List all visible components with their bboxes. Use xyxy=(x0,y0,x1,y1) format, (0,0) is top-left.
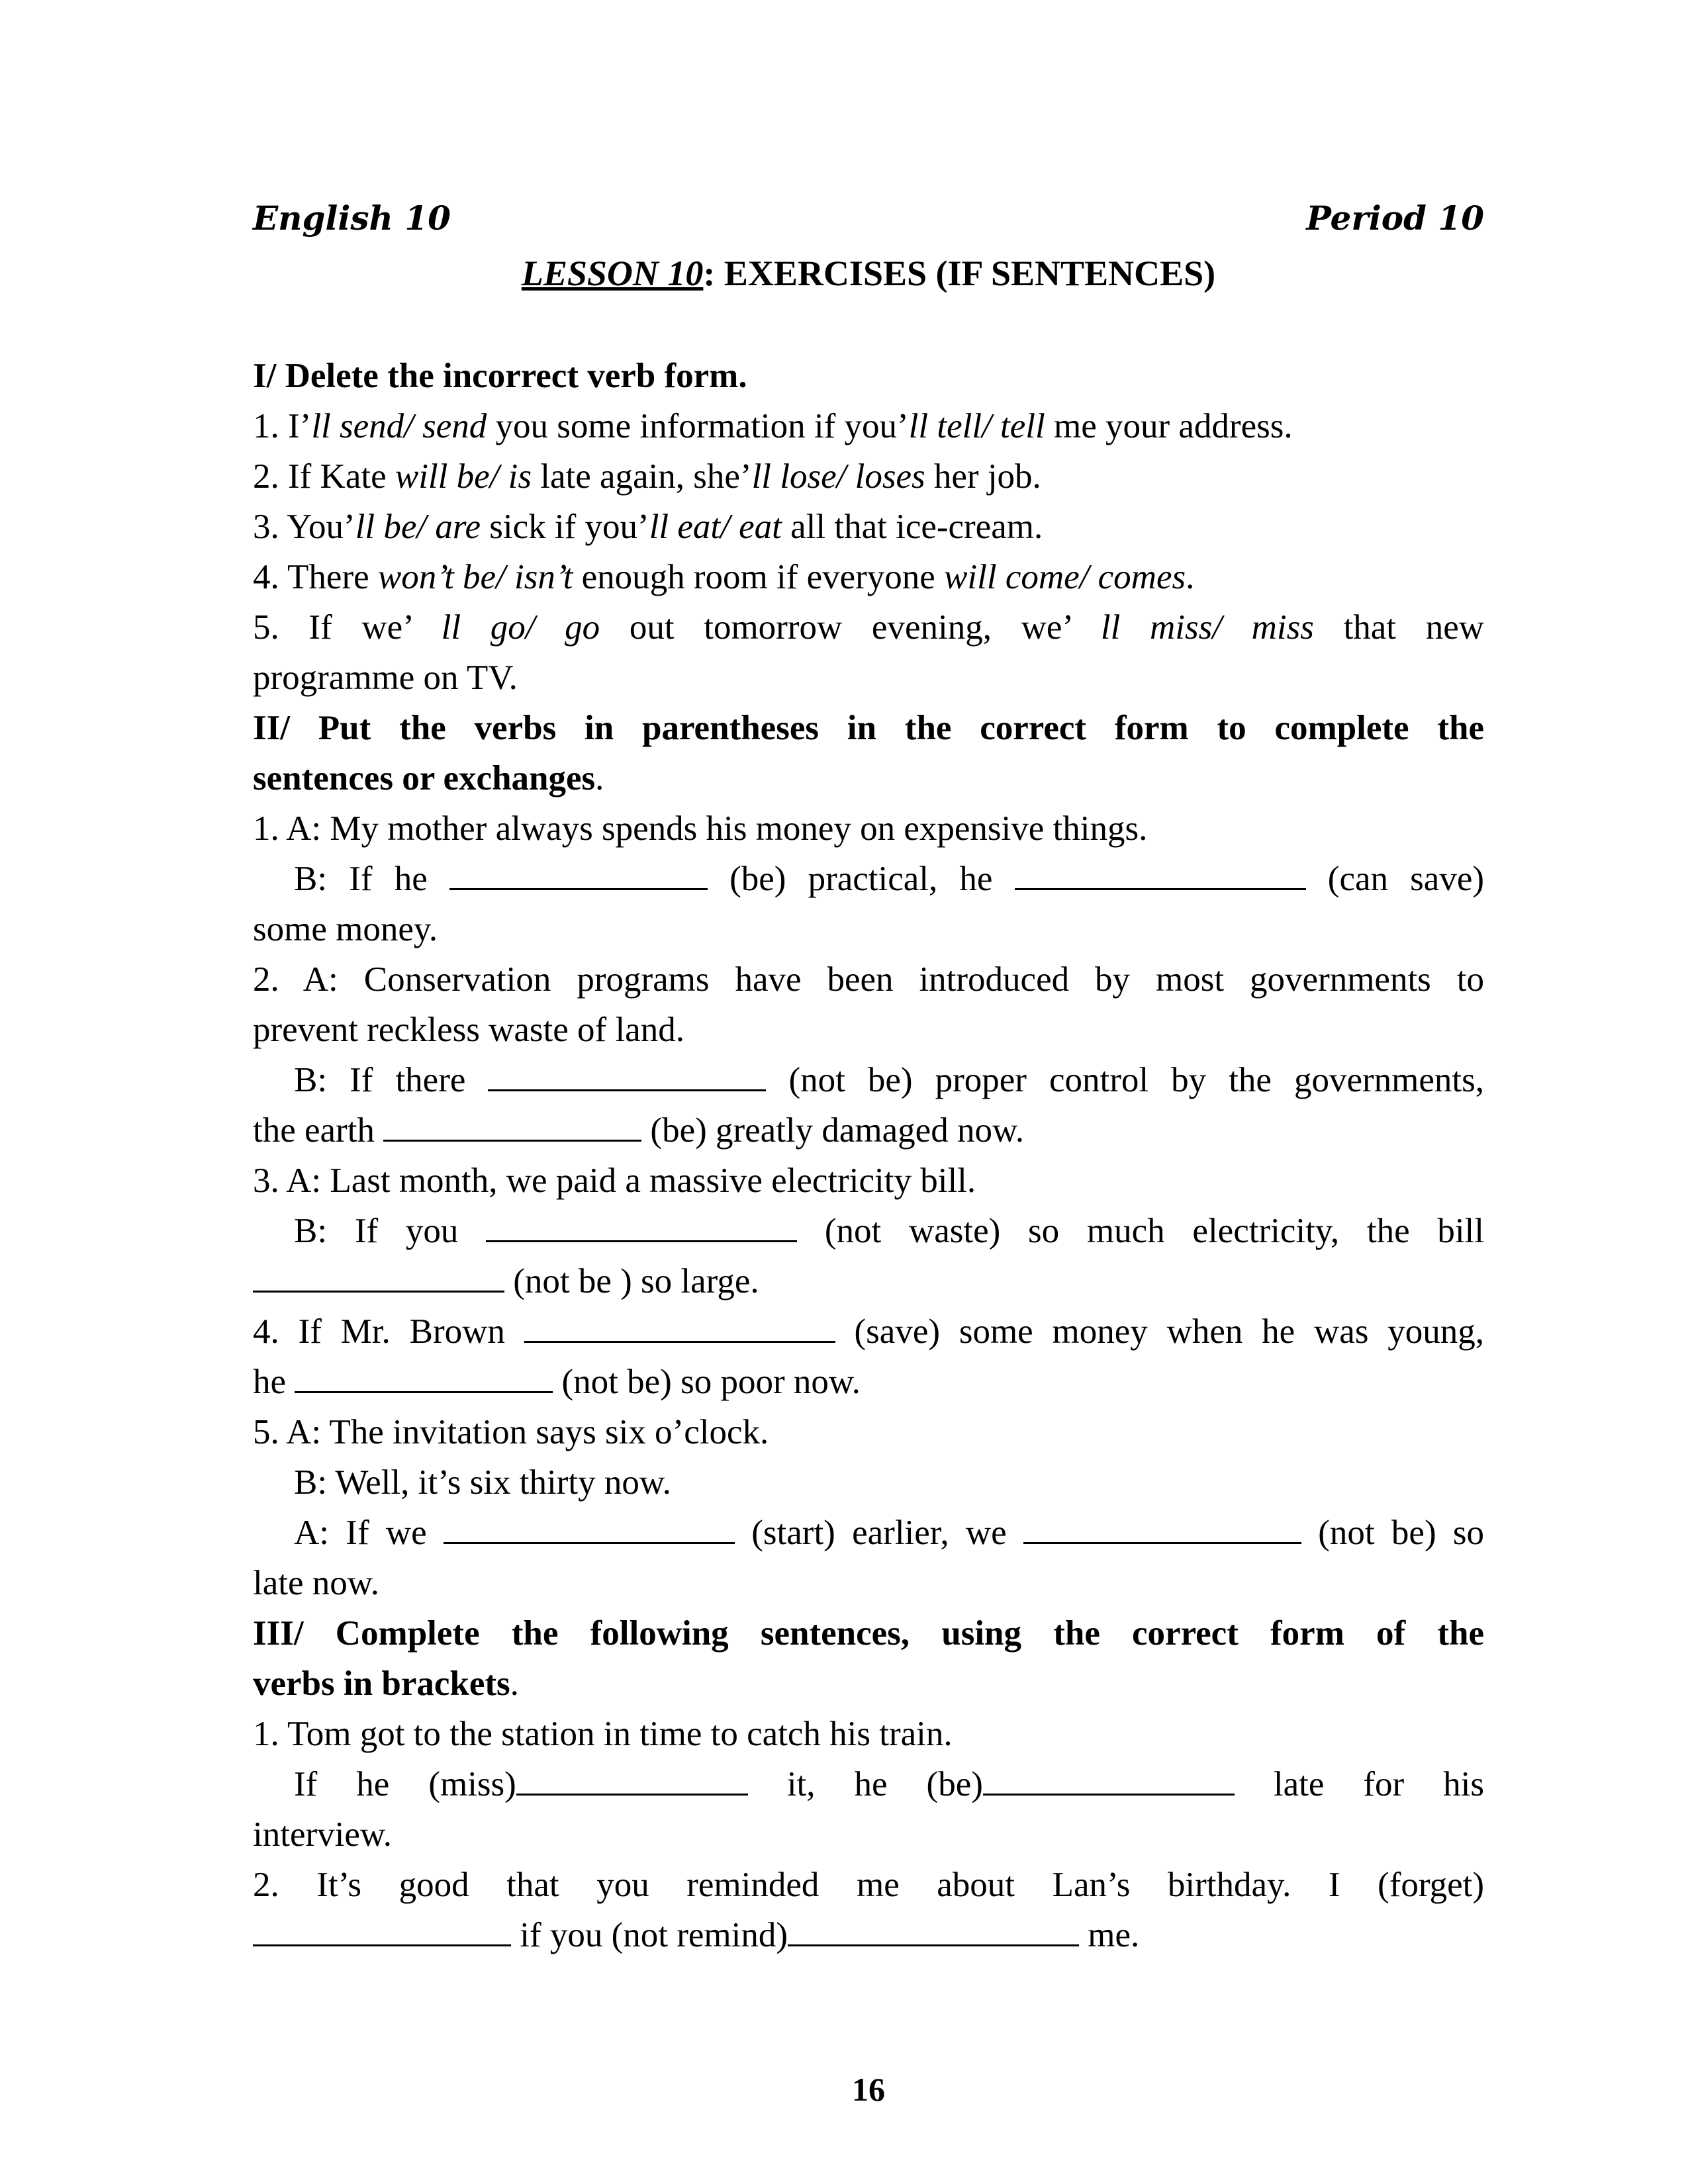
s2-q5-d: late now. xyxy=(253,1564,379,1602)
s2-q3-a: 3. A: Last month, we paid a massive electricity bill. xyxy=(253,1161,976,1200)
blank[interactable] xyxy=(253,1256,504,1293)
s2-q1-b: B: If he (be) practical, he (can save) xyxy=(253,854,1484,904)
blank[interactable] xyxy=(488,1055,766,1091)
lesson-number: LESSON 10 xyxy=(521,253,704,293)
s3-q1-a: 1. Tom got to the station in time to catch his train. xyxy=(253,1715,953,1753)
worksheet-page xyxy=(253,0,1484,2184)
section-3-heading: III/ Complete the following sentences, using the correct form of the xyxy=(253,1614,1484,1653)
s2-q4-a: 4. If Mr. Brown (save) some money when he was young, xyxy=(253,1306,1484,1357)
blank[interactable] xyxy=(449,854,708,890)
s3-q2-b: if you (not remind) me. xyxy=(253,1910,1484,1960)
lesson-subtitle: : EXERCISES (IF SENTENCES) xyxy=(703,253,1216,293)
lesson-title xyxy=(253,253,1484,294)
section-2-heading: II/ Put the verbs in parentheses in the correct form to complete the xyxy=(253,709,1484,747)
section-2-heading-cont: sentences or exchanges. xyxy=(253,759,604,797)
s1-item-5: 5. If we’ ll go/ go out tomorrow evening, we’ ll miss/ miss that new xyxy=(253,608,1485,647)
course-label: English 10 xyxy=(253,199,451,238)
section-1-heading: I/ Delete the incorrect verb form. xyxy=(253,357,747,395)
blank[interactable] xyxy=(486,1206,797,1242)
period-label: Period 10 xyxy=(1306,199,1484,238)
blank[interactable] xyxy=(524,1306,835,1343)
s2-q2-a2: prevent reckless waste of land. xyxy=(253,1011,684,1049)
s2-q3-c: (not be ) so large. xyxy=(253,1256,1484,1306)
blank[interactable] xyxy=(1023,1508,1301,1544)
blank[interactable] xyxy=(383,1105,641,1142)
s1-item-4: 4. There won’t be/ isn’t enough room if everyone will come/ comes. xyxy=(253,558,1195,596)
s2-q3-b: B: If you (not waste) so much electricity, the bill xyxy=(253,1206,1484,1256)
s2-q2-c: the earth (be) greatly damaged now. xyxy=(253,1105,1484,1156)
s2-q1-c: some money. xyxy=(253,910,438,948)
s1-item-5-cont: programme on TV. xyxy=(253,659,518,697)
s1-item-2: 2. If Kate will be/ is late again, she’ll lose/ loses her job. xyxy=(253,457,1041,496)
page-header xyxy=(253,199,1484,258)
s1-item-1: 1. I’ll send/ send you some information if you’ll tell/ tell me your address. xyxy=(253,407,1293,445)
s2-q2-b: B: If there (not be) proper control by the governments, xyxy=(253,1055,1484,1105)
blank[interactable] xyxy=(444,1508,735,1544)
s3-q1-b: If he (miss) it, he (be) late for his xyxy=(253,1759,1484,1809)
s2-q5-a: 5. A: The invitation says six o’clock. xyxy=(253,1413,769,1451)
exercise-content xyxy=(253,351,1484,1960)
blank[interactable] xyxy=(983,1759,1235,1796)
s2-q2-a: 2. A: Conservation programs have been introduced by most governments to xyxy=(253,960,1484,999)
section-3-heading-cont: verbs in brackets. xyxy=(253,1664,519,1703)
blank[interactable] xyxy=(516,1759,748,1796)
s3-q2-a: 2. It’s good that you reminded me about Lan’s birthday. I (forget) xyxy=(253,1866,1484,1904)
s2-q5-c: A: If we (start) earlier, we (not be) so xyxy=(253,1508,1484,1558)
blank[interactable] xyxy=(1015,854,1306,890)
blank[interactable] xyxy=(788,1910,1079,1946)
page-number: 16 xyxy=(852,2071,885,2108)
s1-item-3: 3. You’ll be/ are sick if you’ll eat/ eat all that ice-cream. xyxy=(253,508,1043,546)
blank[interactable] xyxy=(253,1910,511,1946)
s2-q5-b: B: Well, it’s six thirty now. xyxy=(294,1463,671,1502)
s2-q4-b: he (not be) so poor now. xyxy=(253,1357,1484,1407)
s3-q1-c: interview. xyxy=(253,1815,392,1854)
s2-q1-a: 1. A: My mother always spends his money on expensive things. xyxy=(253,809,1148,848)
blank[interactable] xyxy=(295,1357,553,1393)
